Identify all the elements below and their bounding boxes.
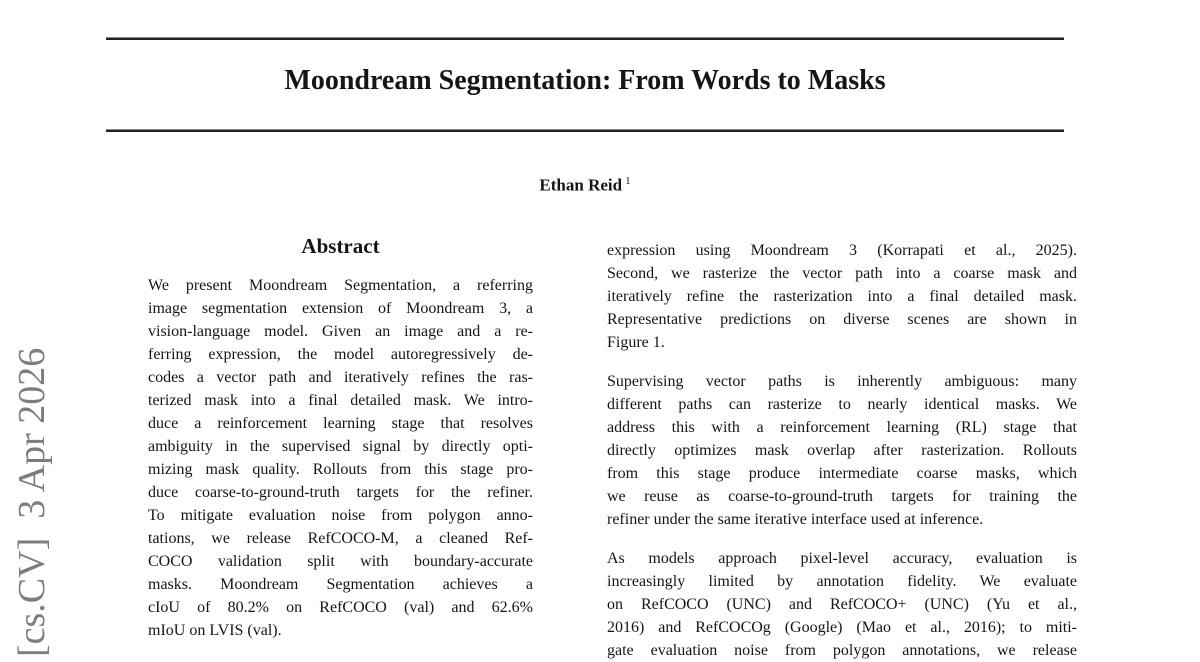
abstract-line: tations, we release RefCOCO-M, a cleaned Ref- <box>148 530 533 547</box>
body-line: from this stage produce intermediate coarse masks, which <box>607 465 1077 482</box>
abstract-line: mIoU on LVIS (val). <box>148 622 282 639</box>
body-line: As models approach pixel-level accuracy, evaluation is <box>607 550 1077 567</box>
author-line <box>106 176 1064 194</box>
body-line: Figure 1. <box>607 334 665 351</box>
paragraph <box>607 547 1077 662</box>
body-line: refiner under the same iterative interface used at inference. <box>607 511 984 528</box>
abstract-text <box>148 274 533 642</box>
abstract-line: codes a vector path and iteratively refines the ras- <box>148 369 533 386</box>
body-column <box>607 239 1077 662</box>
body-line: Representative predictions on diverse scenes are shown in <box>607 311 1077 328</box>
abstract-line: To mitigate evaluation noise from polygon anno- <box>148 507 533 524</box>
abstract-line: mizing mask quality. Rollouts from this stage pro- <box>148 461 533 478</box>
abstract-line: duce a reinforcement learning stage that resolves <box>148 415 533 432</box>
abstract-line: ferring expression, the model autoregressively de- <box>148 346 533 363</box>
paper-title: Moondream Segmentation: From Words to Masks <box>284 65 886 96</box>
body-line: we reuse as coarse-to-ground-truth targets for training the <box>607 488 1077 505</box>
abstract-heading: Abstract <box>301 234 380 258</box>
abstract-line: terized mask into a final detailed mask. We intro- <box>148 392 533 409</box>
body-line: 2016) and RefCOCOg (Google) (Mao et al., 2016); to miti- <box>607 619 1077 636</box>
body-line: increasingly limited by annotation fidelity. We evaluate <box>607 573 1077 590</box>
author-name: Ethan Reid <box>539 175 623 195</box>
author-affiliation-mark: 1 <box>625 175 631 187</box>
paragraph <box>607 370 1077 531</box>
abstract-line: masks. Moondream Segmentation achieves a <box>148 576 533 593</box>
abstract-line: We present Moondream Segmentation, a referring <box>148 277 533 294</box>
abstract-line: COCO validation split with boundary-accurate <box>148 553 533 570</box>
body-line: iteratively refine the rasterization into a final detailed mask. <box>607 288 1077 305</box>
body-line: gate evaluation noise from polygon annotations, we release <box>607 642 1077 659</box>
body-line: different paths can rasterize to nearly identical masks. We <box>607 396 1077 413</box>
title-rule-bottom <box>106 129 1064 132</box>
abstract-line: vision-language model. Given an image and a re- <box>148 323 533 340</box>
body-line: Second, we rasterize the vector path into a coarse mask and <box>607 265 1077 282</box>
body-line: Supervising vector paths is inherently ambiguous: many <box>607 373 1077 390</box>
title-rule-top <box>106 37 1064 40</box>
abstract-line: ambiguity in the supervised signal by directly opti- <box>148 438 533 455</box>
body-line: on RefCOCO (UNC) and RefCOCO+ (UNC) (Yu et al., <box>607 596 1077 613</box>
body-line: address this with a reinforcement learning (RL) stage that <box>607 419 1077 436</box>
body-line: expression using Moondream 3 (Korrapati et al., 2025). <box>607 242 1077 259</box>
abstract-line: cIoU of 80.2% on RefCOCO (val) and 62.6% <box>148 599 533 616</box>
abstract-line: image segmentation extension of Moondream 3, a <box>148 300 533 317</box>
abstract-line: duce coarse-to-ground-truth targets for the refiner. <box>148 484 533 501</box>
body-line: directly optimizes mask overlap after rasterization. Rollouts <box>607 442 1077 459</box>
arxiv-stamp: [cs.CV] 3 Apr 2026 <box>11 347 53 657</box>
paragraph <box>607 239 1077 354</box>
